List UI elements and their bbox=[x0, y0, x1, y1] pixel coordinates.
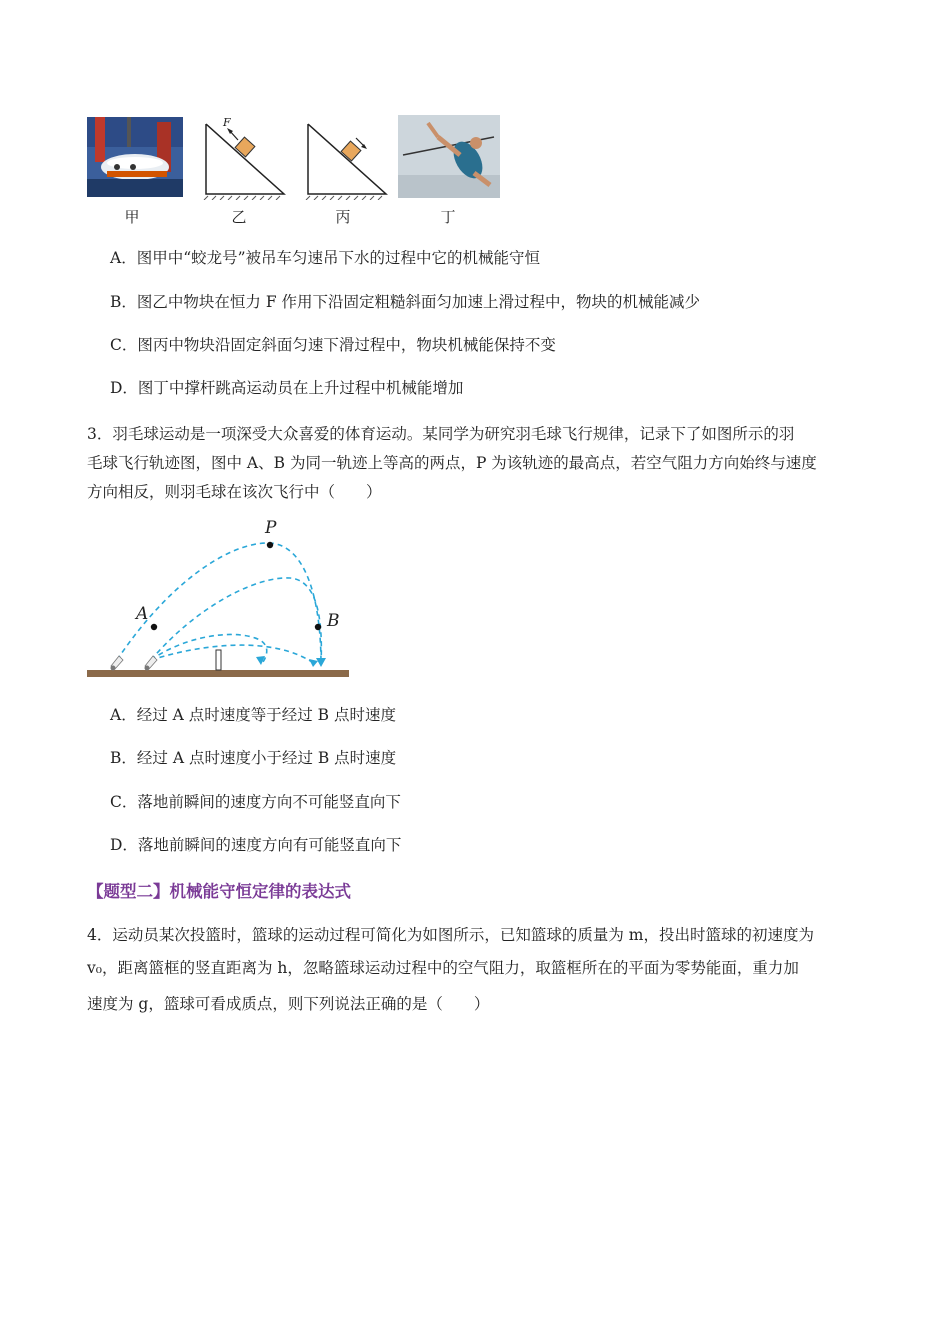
q3-stem-line-1: 3．羽毛球运动是一项深受大众喜爱的体育运动。某同学为研究羽毛球飞行规律，记录下了如图所示的羽 bbox=[87, 425, 795, 443]
q3-option-d: D．落地前瞬间的速度方向有可能竖直向下 bbox=[110, 836, 402, 854]
figure-jiaolong-photo bbox=[87, 117, 183, 197]
q3-option-a: A．经过 A 点时速度等于经过 B 点时速度 bbox=[110, 706, 396, 724]
point-label-p: P bbox=[265, 518, 277, 538]
figure-incline-force bbox=[200, 120, 290, 200]
figure-pole-vault-photo bbox=[398, 115, 500, 198]
point-label-b: B bbox=[327, 611, 340, 631]
q2-option-a: A．图甲中“蛟龙号”被吊车匀速吊下水的过程中它的机械能守恒 bbox=[110, 249, 541, 267]
q3-stem-line-3: 方向相反，则羽毛球在该次飞行中（ ） bbox=[87, 483, 382, 501]
section-heading: 【题型二】机械能守恒定律的表达式 bbox=[87, 882, 351, 901]
q2-option-d: D．图丁中撑杆跳高运动员在上升过程中机械能增加 bbox=[110, 379, 464, 397]
caption-bing: 丙 bbox=[335, 208, 351, 226]
q4-stem-line-3: 速度为 g，篮球可看成质点，则下列说法正确的是（ ） bbox=[87, 995, 490, 1013]
caption-jia: 甲 bbox=[124, 208, 140, 226]
q2-option-b: B．图乙中物块在恒力 F 作用下沿固定粗糙斜面匀加速上滑过程中，物块的机械能减少 bbox=[110, 293, 701, 311]
caption-ding: 丁 bbox=[440, 208, 456, 226]
figure-incline-slide bbox=[302, 120, 392, 200]
q4-stem-line-1: 4．运动员某次投篮时，篮球的运动过程可简化为如图所示，已知篮球的质量为 m，投出时篮球的初速度为 bbox=[87, 926, 814, 944]
caption-yi: 乙 bbox=[231, 208, 247, 226]
q3-option-b: B．经过 A 点时速度小于经过 B 点时速度 bbox=[110, 749, 397, 767]
q3-option-c: C．落地前瞬间的速度方向不可能竖直向下 bbox=[110, 793, 401, 811]
q4-stem-line-2: v₀，距离篮框的竖直距离为 h，忽略篮球运动过程中的空气阻力，取篮框所在的平面为零势能面，重力加 bbox=[87, 959, 799, 977]
force-label: F bbox=[223, 116, 231, 129]
badminton-trajectory-figure bbox=[85, 518, 355, 683]
point-label-a: A bbox=[136, 604, 149, 624]
q3-stem-line-2: 毛球飞行轨迹图，图中 A、B 为同一轨迹上等高的两点，P 为该轨迹的最高点，若空气阻力方向始终与速度 bbox=[87, 454, 817, 472]
q2-option-c: C．图丙中物块沿固定斜面匀速下滑过程中，物块机械能保持不变 bbox=[110, 336, 556, 354]
